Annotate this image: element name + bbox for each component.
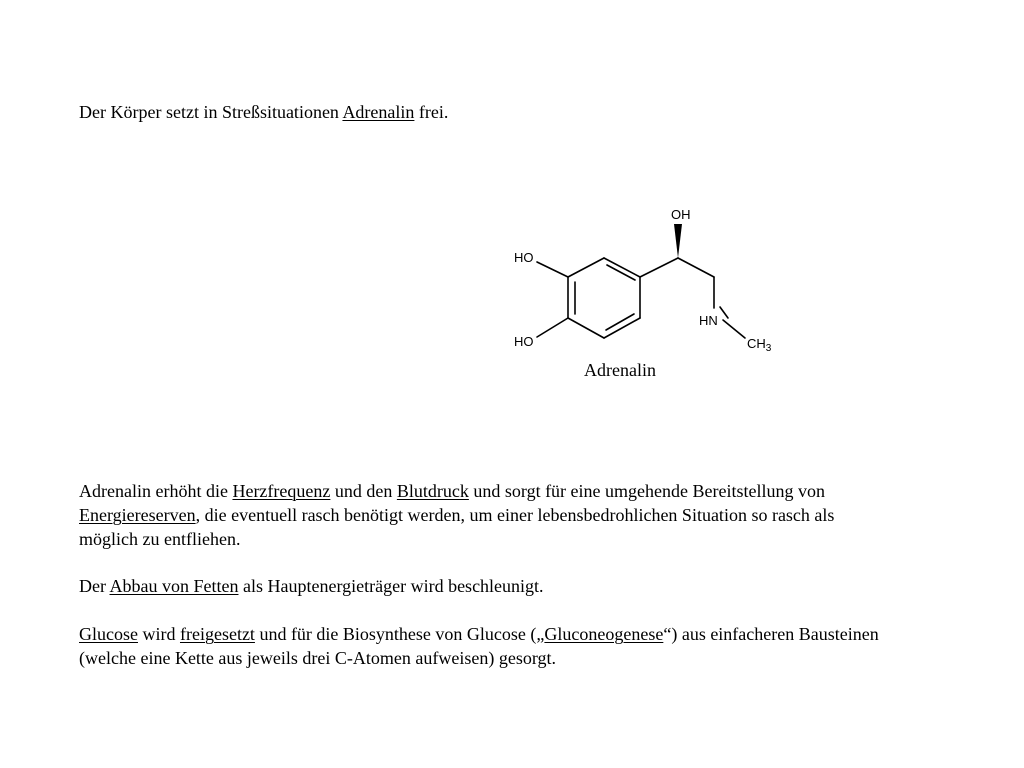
energiereserven-link[interactable]: Energiereserven — [79, 505, 196, 525]
molecule-caption: Adrenalin — [584, 360, 656, 380]
bond-chain-ch2 — [678, 258, 714, 277]
label-ch: CH — [747, 336, 766, 351]
label-oh-top: OH — [671, 207, 691, 222]
herzfrequenz-link[interactable]: Herzfrequenz — [232, 481, 331, 501]
bond-ho-lower — [537, 318, 568, 337]
p3-text-4: (welche eine Kette aus jeweils drei C-Atomen aufweisen) gesorgt. — [79, 648, 556, 668]
p1-text-4: , die eventuell rasch benötigt werden, um einer lebensbedrohlichen Situation so rasch als — [195, 505, 835, 525]
p3-text-1: wird — [137, 624, 180, 644]
bond-ho-upper — [537, 262, 568, 277]
adrenalin-structure-diagram — [500, 200, 790, 360]
glucose-link[interactable]: Glucose — [79, 624, 138, 644]
adrenalin-link[interactable]: Adrenalin — [342, 102, 415, 122]
intro-text-post: frei. — [414, 102, 449, 122]
ring-bond-2 — [604, 258, 640, 277]
abbau-von-fetten-link[interactable]: Abbau von Fetten — [109, 576, 239, 596]
bond-nh-tick — [720, 307, 728, 318]
label-ch3 — [747, 336, 772, 354]
ring-double-bond-2 — [606, 314, 634, 330]
bond-n-methyl — [723, 320, 745, 338]
bond-ring-to-chain — [640, 258, 678, 277]
p1-text-3: und sorgt für eine umgehende Bereitstellung von — [468, 481, 825, 501]
label-ch-subscript: 3 — [765, 343, 772, 354]
p3-text-2: und für die Biosynthese von Glucose („ — [254, 624, 545, 644]
ring-bond-1 — [568, 258, 604, 277]
p1-text-2: und den — [330, 481, 397, 501]
p2-text-1: Der — [79, 576, 110, 596]
blutdruck-link[interactable]: Blutdruck — [396, 481, 469, 501]
freigesetzt-link[interactable]: freigesetzt — [179, 624, 255, 644]
paragraph-glucose — [79, 622, 879, 670]
wedge-bond-oh — [674, 224, 682, 258]
label-ho-lower: HO — [514, 334, 534, 349]
gluconeogenese-link[interactable]: Gluconeogenese — [544, 624, 664, 644]
p3-text-3: “) aus einfacheren Bausteinen — [663, 624, 879, 644]
paragraph-fat-breakdown — [79, 574, 544, 598]
p2-text-2: als Hauptenergieträger wird beschleunigt. — [238, 576, 544, 596]
label-ho-upper: HO — [514, 250, 534, 265]
p1-text-5: möglich zu entfliehen. — [79, 529, 241, 549]
p1-text-1: Adrenalin erhöht die — [79, 481, 233, 501]
paragraph-effects — [79, 479, 834, 551]
label-hn: HN — [699, 313, 718, 328]
ring-bond-5 — [568, 318, 604, 338]
intro-sentence — [79, 100, 448, 124]
intro-text-pre: Der Körper setzt in Streßsituationen — [79, 102, 343, 122]
